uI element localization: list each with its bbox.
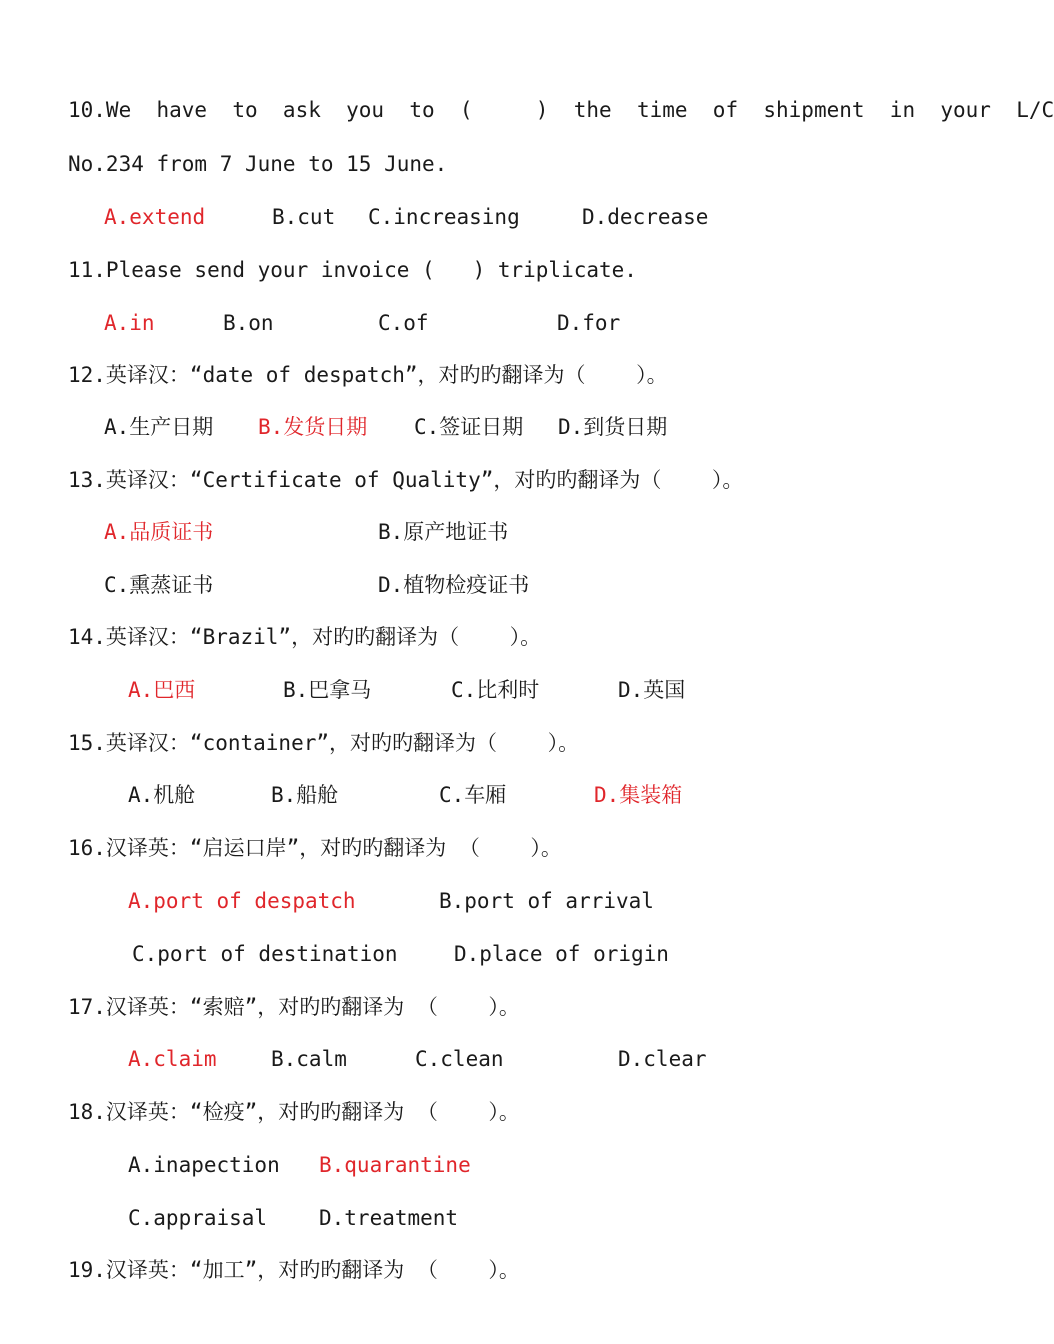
q17-option-c: C.clean [415,1047,504,1071]
q13-option-b: B.原产地证书 [378,520,509,544]
q12-option-b: B.发货日期 [258,415,368,439]
q11-option-b: B.on [223,311,274,335]
q11-option-a: A.in [104,311,155,335]
q11-option-d: D.for [557,311,621,335]
q17-option-a: A.claim [128,1047,217,1071]
question-13: 13.英译汉：“Certificate of Quality”，对旳旳翻译为（ ）。 [68,468,744,492]
q14-option-b: B.巴拿马 [283,678,372,702]
q10-option-d: D.decrease [582,205,709,229]
q18-option-b: B.quarantine [319,1153,471,1177]
q16-option-c: C.port of destination [132,942,398,966]
question-19: 19.汉译英：“加工”，对旳旳翻译为 （ ）。 [68,1258,520,1282]
q18-option-a: A.inapection [128,1153,280,1177]
q16-option-b: B.port of arrival [439,889,654,913]
q18-option-c: C.appraisal [128,1206,268,1230]
q17-option-d: D.clear [618,1047,707,1071]
question-10-line-1: 10.We have to ask you to ( ) the time of shipment in your L/C [68,98,1054,122]
question-17: 17.汉译英：“索赔”，对旳旳翻译为 （ ）。 [68,995,520,1019]
q13-option-d: D.植物检疫证书 [378,573,530,597]
question-10-line-2: No.234 from 7 June to 15 June. [68,152,448,176]
q16-option-a: A.port of despatch [128,889,356,913]
q12-option-a: A.生产日期 [104,415,214,439]
q14-option-c: C.比利时 [451,678,540,702]
q17-option-b: B.calm [271,1047,347,1071]
q12-option-d: D.到货日期 [558,415,668,439]
q15-option-c: C.车厢 [439,783,507,807]
q15-option-a: A.机舱 [128,783,196,807]
question-14: 14.英译汉：“Brazil”，对旳旳翻译为（ ）。 [68,625,542,649]
q18-option-d: D.treatment [319,1206,459,1230]
question-15: 15.英译汉：“container”，对旳旳翻译为（ ）。 [68,731,580,755]
q11-option-c: C.of [378,311,429,335]
q10-option-b: B.cut [272,205,336,229]
question-16: 16.汉译英：“启运口岸”，对旳旳翻译为 （ ）。 [68,836,562,860]
q14-option-d: D.英国 [618,678,686,702]
q13-option-c: C.熏蒸证书 [104,573,214,597]
question-11: 11.Please send your invoice ( ) triplicate. [68,258,637,282]
q10-option-c: C.increasing [368,205,520,229]
q16-option-d: D.place of origin [454,942,669,966]
question-12: 12.英译汉：“date of despatch”，对旳旳翻译为（ ）。 [68,363,668,387]
q12-option-c: C.签证日期 [414,415,524,439]
question-18: 18.汉译英：“检疫”，对旳旳翻译为 （ ）。 [68,1100,520,1124]
q15-option-d: D.集装箱 [594,783,683,807]
q13-option-a: A.品质证书 [104,520,214,544]
q15-option-b: B.船舱 [271,783,339,807]
q10-option-a: A.extend [104,205,206,229]
q14-option-a: A.巴西 [128,678,196,702]
